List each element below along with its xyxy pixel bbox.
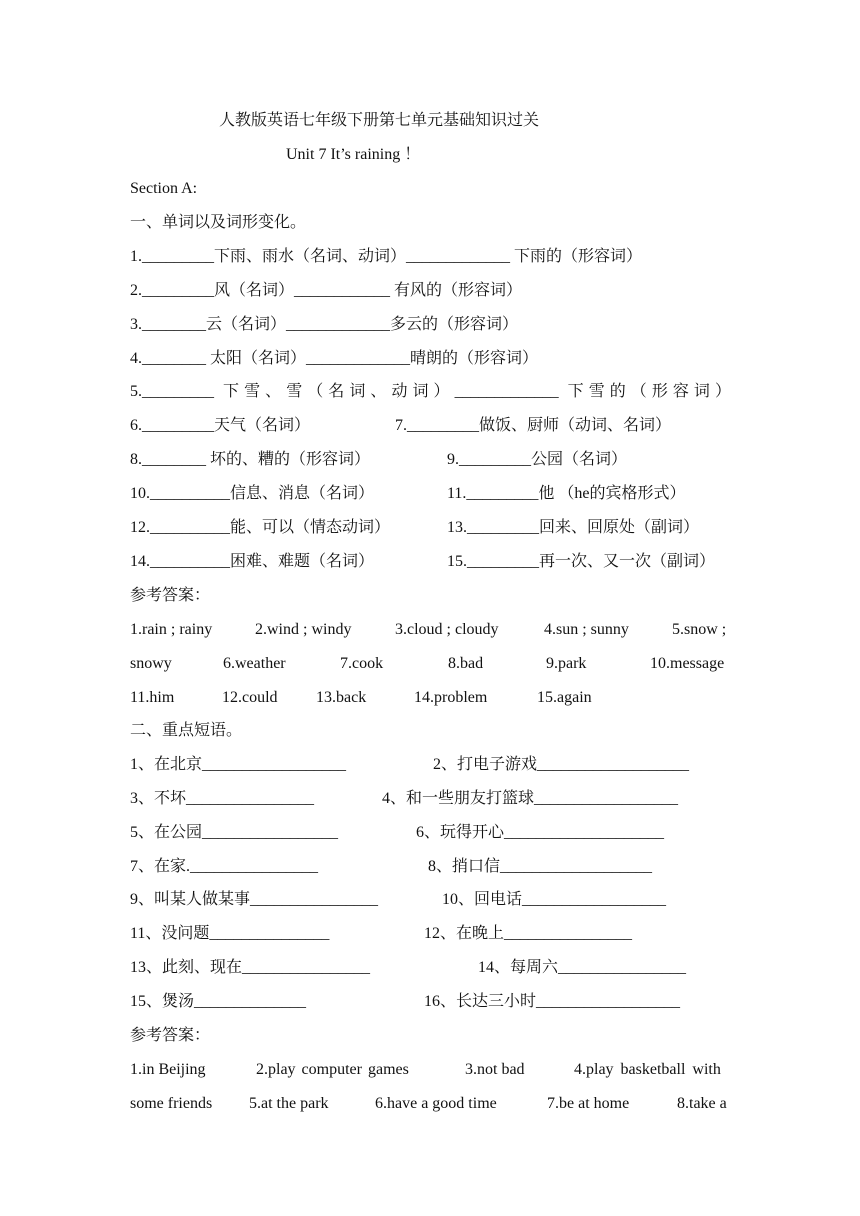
answer-item: some friends xyxy=(130,1095,213,1112)
answers-label: 参考答案： xyxy=(130,587,211,604)
vocab-row: 5._________ 下雪、雪（名词、动词）_____________ 下雪的（形容词） xyxy=(130,383,731,400)
answer-item: 1.in Beijing xyxy=(130,1061,206,1078)
vocab-item-left: 6._________天气（名词） xyxy=(130,417,311,434)
phrase-item-left: 3、不坏________________ xyxy=(130,790,315,807)
answer-item: 5.at the park xyxy=(249,1095,329,1112)
phrase-item-right: 6、玩得开心____________________ xyxy=(416,824,665,841)
answer-item: 13.back xyxy=(316,689,367,706)
vocab-item-left: 10.__________信息、消息（名词） xyxy=(130,485,375,502)
vocab-item-right: 7._________做饭、厨师（动词、名词） xyxy=(395,417,672,434)
answer-item: 8.bad xyxy=(448,655,484,672)
phrase-item-right: 12、在晚上________________ xyxy=(424,925,633,942)
phrase-item-left: 13、此刻、现在________________ xyxy=(130,959,371,976)
phrase-item-right: 16、长达三小时__________________ xyxy=(424,993,681,1010)
vocab-item-left: 8.________ 坏的、糟的（形容词） xyxy=(130,451,371,468)
vocab-item-right: 15._________再一次、又一次（副词） xyxy=(447,553,716,570)
vocab-item-right: 11._________他 （he的宾格形式） xyxy=(447,485,686,502)
answer-item: 5.snow ; xyxy=(672,621,727,638)
phrase-item-left: 11、没问题_______________ xyxy=(130,925,330,942)
answer-item: 12.could xyxy=(222,689,278,706)
vocab-row: 3.________云（名词）_____________多云的（形容词） xyxy=(130,316,519,333)
vocab-item-left: 12.__________能、可以（情态动词） xyxy=(130,519,391,536)
answer-item: 1.rain ; rainy xyxy=(130,621,213,638)
phrase-item-left: 15、煲汤______________ xyxy=(130,993,307,1010)
vocab-item-right: 9._________公园（名词） xyxy=(447,451,628,468)
answer-item: 8.take a xyxy=(677,1095,727,1112)
answer-item: 11.him xyxy=(130,689,175,706)
answer-item: snowy xyxy=(130,655,172,672)
part1-heading: 一、单词以及词形变化。 xyxy=(130,214,307,231)
vocab-item-left: 14.__________困难、难题（名词） xyxy=(130,553,375,570)
answer-item: 15.again xyxy=(537,689,592,706)
answer-item: 9.park xyxy=(546,655,587,672)
answer-item: 14.problem xyxy=(414,689,488,706)
phrase-item-right: 10、回电话__________________ xyxy=(442,891,667,908)
vocab-row: 2._________风（名词）____________ 有风的（形容词） xyxy=(130,282,523,299)
phrase-item-right: 8、捎口信___________________ xyxy=(428,858,653,875)
vocab-row: 1._________下雨、雨水（名词、动词）_____________ 下雨的（形容词） xyxy=(130,248,643,265)
answer-item: 2.play computer games xyxy=(256,1061,409,1078)
phrase-item-left: 1、在北京__________________ xyxy=(130,756,347,773)
part2-heading: 二、重点短语。 xyxy=(130,722,243,739)
document-title: 人教版英语七年级下册第七单元基础知识过关 xyxy=(219,112,540,129)
phrase-item-right: 14、每周六________________ xyxy=(478,959,687,976)
document-subtitle: Unit 7 It’s raining ！ xyxy=(286,146,421,163)
vocab-item-right: 13._________回来、回原处（副词） xyxy=(447,519,700,536)
phrase-item-left: 9、叫某人做某事________________ xyxy=(130,891,379,908)
answer-item: 4.sun ; sunny xyxy=(544,621,629,638)
answer-item: 3.cloud ; cloudy xyxy=(395,621,499,638)
phrase-item-left: 7、在家.________________ xyxy=(130,858,319,875)
vocab-row: 4.________ 太阳（名词）_____________晴朗的（形容词） xyxy=(130,350,539,367)
answer-item: 7.cook xyxy=(340,655,384,672)
phrase-item-right: 2、打电子游戏___________________ xyxy=(433,756,690,773)
answers-label: 参考答案： xyxy=(130,1027,211,1044)
section-label: Section A: xyxy=(130,180,198,197)
phrase-item-right: 4、和一些朋友打篮球__________________ xyxy=(382,790,679,807)
answer-item: 6.have a good time xyxy=(375,1095,497,1112)
answer-item: 7.be at home xyxy=(547,1095,630,1112)
answer-item: 4.play basketball with xyxy=(574,1061,721,1078)
answer-item: 3.not bad xyxy=(465,1061,525,1078)
answer-item: 2.wind ; windy xyxy=(255,621,352,638)
answer-item: 6.weather xyxy=(223,655,286,672)
answer-item: 10.message xyxy=(650,655,725,672)
phrase-item-left: 5、在公园_________________ xyxy=(130,824,339,841)
